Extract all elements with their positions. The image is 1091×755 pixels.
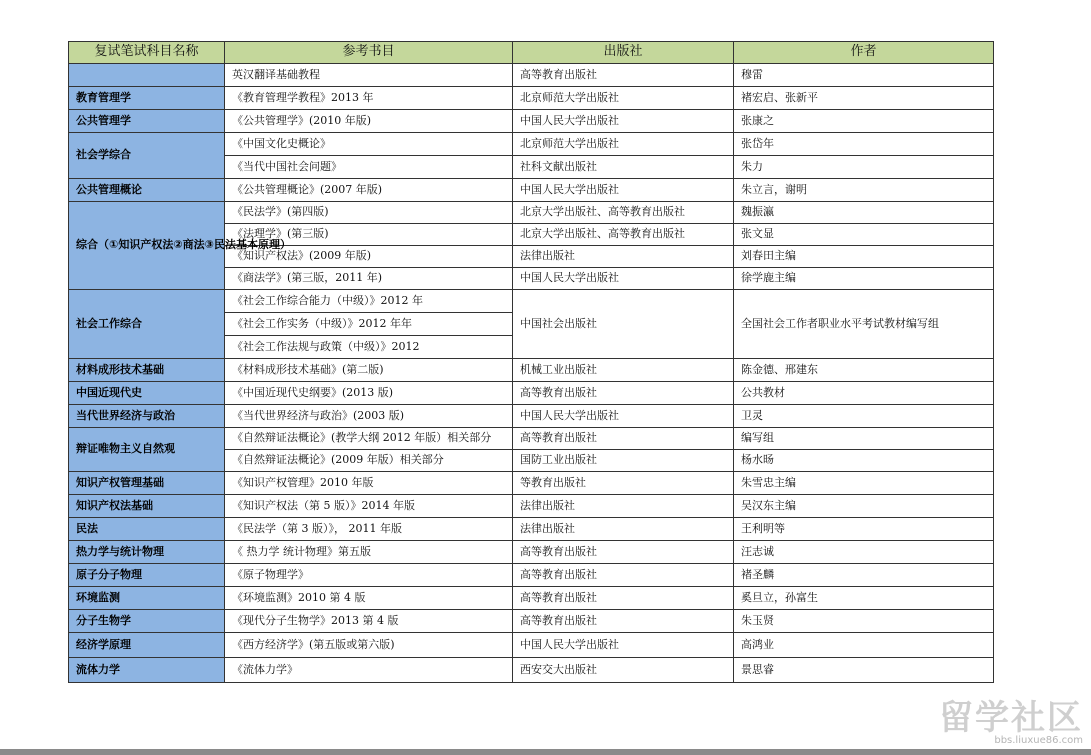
author-cell: 刘春田主编 (734, 246, 994, 268)
table-row (69, 290, 994, 313)
author-cell: 朱玉贤 (734, 610, 994, 633)
book-cell: 《知识产权管理》2010 年版 (225, 472, 513, 495)
subject-cell: 分子生物学 (69, 610, 225, 633)
book-cell: 《民法学》(第四版) (225, 202, 513, 224)
book-cell: 《 热力学 统计物理》第五版 (225, 541, 513, 564)
subject-cell: 公共管理概论 (69, 179, 225, 202)
watermark-logo: 留学社区 (939, 698, 1083, 738)
table-row (69, 564, 994, 587)
subject-cell: 教育管理学 (69, 87, 225, 110)
book-cell: 《流体力学》 (225, 658, 513, 683)
publisher-cell: 高等教育出版社 (513, 610, 734, 633)
subject-cell: 中国近现代史 (69, 382, 225, 405)
subject-cell: 知识产权管理基础 (69, 472, 225, 495)
table-row (69, 472, 994, 495)
table-row (69, 495, 994, 518)
author-cell: 全国社会工作者职业水平考试教材编写组 (734, 290, 994, 359)
subject-cell: 流体力学 (69, 658, 225, 683)
watermark-url: bbs.liuxue86.com (994, 735, 1083, 746)
subject-cell: 辩证唯物主义自然观 (69, 428, 225, 472)
subject-cell: 综合（①知识产权法②商法③民法基本原理） (69, 202, 225, 290)
table-row (69, 133, 994, 156)
author-cell: 景思睿 (734, 658, 994, 683)
header-publisher: 出版社 (513, 42, 734, 64)
publisher-cell: 北京师范大学出版社 (513, 87, 734, 110)
author-cell: 张文显 (734, 224, 994, 246)
subject-cell: 社会工作综合 (69, 290, 225, 359)
table-row (69, 610, 994, 633)
table-header-row (69, 42, 994, 64)
table-row (69, 428, 994, 450)
author-cell: 汪志诚 (734, 541, 994, 564)
author-cell: 公共教材 (734, 382, 994, 405)
author-cell: 编写组 (734, 428, 994, 450)
publisher-cell: 法律出版社 (513, 246, 734, 268)
book-cell: 《当代世界经济与政治》(2003 版) (225, 405, 513, 428)
publisher-cell: 中国人民大学出版社 (513, 633, 734, 658)
subject-cell: 原子分子物理 (69, 564, 225, 587)
publisher-cell: 中国人民大学出版社 (513, 268, 734, 290)
publisher-cell: 高等教育出版社 (513, 564, 734, 587)
author-cell: 朱力 (734, 156, 994, 179)
author-cell: 朱立言，谢明 (734, 179, 994, 202)
publisher-cell: 高等教育出版社 (513, 428, 734, 450)
table-row (69, 179, 994, 202)
subject-cell: 知识产权法基础 (69, 495, 225, 518)
table-row (69, 518, 994, 541)
publisher-cell: 中国人民大学出版社 (513, 110, 734, 133)
author-cell: 杨水旸 (734, 450, 994, 472)
publisher-cell: 北京师范大学出版社 (513, 133, 734, 156)
book-cell: 《社会工作法规与政策（中级）》2012 (225, 336, 513, 359)
table-row (69, 658, 994, 683)
header-subject: 复试笔试科目名称 (69, 42, 225, 64)
header-author: 作者 (734, 42, 994, 64)
subject-cell: 经济学原理 (69, 633, 225, 658)
publisher-cell: 国防工业出版社 (513, 450, 734, 472)
publisher-cell: 高等教育出版社 (513, 587, 734, 610)
publisher-cell: 等教育出版社 (513, 472, 734, 495)
header-book: 参考书目 (225, 42, 513, 64)
publisher-cell: 法律出版社 (513, 518, 734, 541)
author-cell: 吴汉东主编 (734, 495, 994, 518)
book-cell: 《知识产权法》(2009 年版) (225, 246, 513, 268)
publisher-cell: 北京大学出版社、高等教育出版社 (513, 224, 734, 246)
book-cell: 《法理学》(第三版) (225, 224, 513, 246)
publisher-cell: 中国人民大学出版社 (513, 179, 734, 202)
book-cell: 《材料成形技术基础》(第二版) (225, 359, 513, 382)
author-cell: 卫灵 (734, 405, 994, 428)
book-cell: 《西方经济学》(第五版或第六版) (225, 633, 513, 658)
reference-book-table (68, 41, 994, 683)
author-cell: 奚旦立，孙富生 (734, 587, 994, 610)
publisher-cell: 高等教育出版社 (513, 382, 734, 405)
book-cell: 英汉翻译基础教程 (225, 64, 513, 87)
table-row (69, 110, 994, 133)
subject-cell: 社会学综合 (69, 133, 225, 179)
author-cell: 褚宏启、张新平 (734, 87, 994, 110)
author-cell: 张康之 (734, 110, 994, 133)
subject-cell: 当代世界经济与政治 (69, 405, 225, 428)
book-cell: 《教育管理学教程》2013 年 (225, 87, 513, 110)
table-row (69, 405, 994, 428)
author-cell: 魏振瀛 (734, 202, 994, 224)
author-cell: 褚圣麟 (734, 564, 994, 587)
subject-cell: 材料成形技术基础 (69, 359, 225, 382)
author-cell: 高鸿业 (734, 633, 994, 658)
book-cell: 《公共管理概论》(2007 年版) (225, 179, 513, 202)
subject-cell (69, 64, 225, 87)
table-row (69, 202, 994, 224)
publisher-cell: 社科文献出版社 (513, 156, 734, 179)
publisher-cell: 高等教育出版社 (513, 541, 734, 564)
table-row (69, 633, 994, 658)
watermark (939, 698, 1083, 746)
subject-cell: 热力学与统计物理 (69, 541, 225, 564)
publisher-cell: 机械工业出版社 (513, 359, 734, 382)
author-cell: 徐学鹿主编 (734, 268, 994, 290)
author-cell: 朱雪忠主编 (734, 472, 994, 495)
book-cell: 《当代中国社会问题》 (225, 156, 513, 179)
publisher-cell: 中国人民大学出版社 (513, 405, 734, 428)
book-cell: 《社会工作实务（中级）》2012 年年 (225, 313, 513, 336)
table-row (69, 382, 994, 405)
book-cell: 《知识产权法（第 5 版）》2014 年版 (225, 495, 513, 518)
book-cell: 《中国近现代史纲要》(2013 版) (225, 382, 513, 405)
table-row (69, 87, 994, 110)
table-row (69, 359, 994, 382)
book-cell: 《社会工作综合能力（中级）》2012 年 (225, 290, 513, 313)
subject-cell: 民法 (69, 518, 225, 541)
author-cell: 陈金德、邢建东 (734, 359, 994, 382)
author-cell: 张岱年 (734, 133, 994, 156)
author-cell: 穆雷 (734, 64, 994, 87)
book-cell: 《自然辩证法概论》(教学大纲 2012 年版）相关部分 (225, 428, 513, 450)
book-cell: 《中国文化史概论》 (225, 133, 513, 156)
bottom-bar (0, 749, 1091, 755)
table-row (69, 541, 994, 564)
book-cell: 《自然辩证法概论》(2009 年版）相关部分 (225, 450, 513, 472)
author-cell: 王利明等 (734, 518, 994, 541)
publisher-cell: 高等教育出版社 (513, 64, 734, 87)
book-cell: 《商法学》(第三版，2011 年) (225, 268, 513, 290)
table-row (69, 587, 994, 610)
book-cell: 《民法学（第 3 版）》， 2011 年版 (225, 518, 513, 541)
publisher-cell: 西安交大出版社 (513, 658, 734, 683)
publisher-cell: 中国社会出版社 (513, 290, 734, 359)
book-cell: 《公共管理学》(2010 年版) (225, 110, 513, 133)
book-cell: 《现代分子生物学》2013 第 4 版 (225, 610, 513, 633)
publisher-cell: 法律出版社 (513, 495, 734, 518)
table-row (69, 64, 994, 87)
publisher-cell: 北京大学出版社、高等教育出版社 (513, 202, 734, 224)
subject-cell: 环境监测 (69, 587, 225, 610)
book-cell: 《原子物理学》 (225, 564, 513, 587)
book-cell: 《环境监测》2010 第 4 版 (225, 587, 513, 610)
subject-cell: 公共管理学 (69, 110, 225, 133)
